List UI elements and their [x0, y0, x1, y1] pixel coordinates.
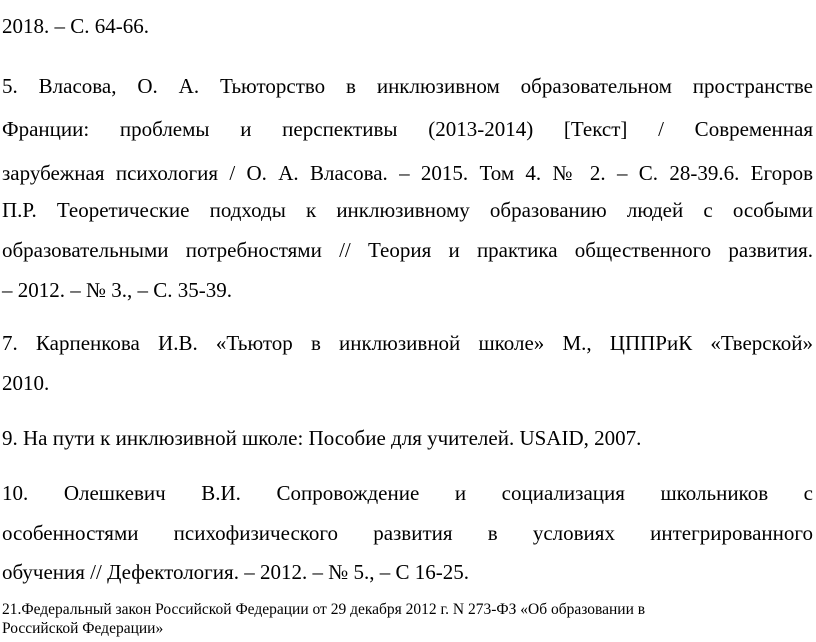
reference-7-line-2: 2010.	[2, 371, 50, 395]
reference-7-line-1: 7. Карпенкова И.В. «Тьютор в инклюзивной школе» М., ЦППРиК «Тверской»	[2, 331, 813, 355]
reference-5-line-2: Франции: проблемы и перспективы (2013-2014) [Текст] / Современная	[2, 117, 813, 141]
footnote-line-2: Российской Федерации»	[2, 620, 164, 637]
reference-10-line-2: особенностями психофизического развития в условиях интегрированного	[2, 521, 813, 545]
footnote-line-1: 21.Федеральный закон Российской Федерации от 29 декабря 2012 г. N 273-ФЗ «Об образовании в	[2, 601, 646, 618]
reference-6-line-2: образовательными потребностями // Теория и практика общественного развития.	[2, 238, 813, 262]
reference-9-line-1: 9. На пути к инклюзивной школе: Пособие для учителей. USAID, 2007.	[2, 426, 642, 450]
reference-5-line-1: 5. Власова, О. А. Тьюторство в инклюзивном образовательном пространстве	[2, 74, 813, 98]
text-line-continuation: 2018. – С. 64-66.	[2, 14, 149, 38]
reference-10-line-3: обучения // Дефектология. – 2012. – № 5., – С 16-25.	[2, 560, 469, 584]
reference-10-line-1: 10. Олешкевич В.И. Сопровождение и социализация школьников с	[2, 481, 813, 505]
reference-5-line-3: зарубежная психология / О. А. Власова. – 2015. Том 4. № 2. – С. 28-39.6. Егоров	[2, 161, 813, 185]
reference-6-line-3: – 2012. – № 3., – С. 35-39.	[2, 278, 233, 302]
reference-6-line-1: П.Р. Теоретические подходы к инклюзивному образованию людей с особыми	[2, 198, 813, 222]
